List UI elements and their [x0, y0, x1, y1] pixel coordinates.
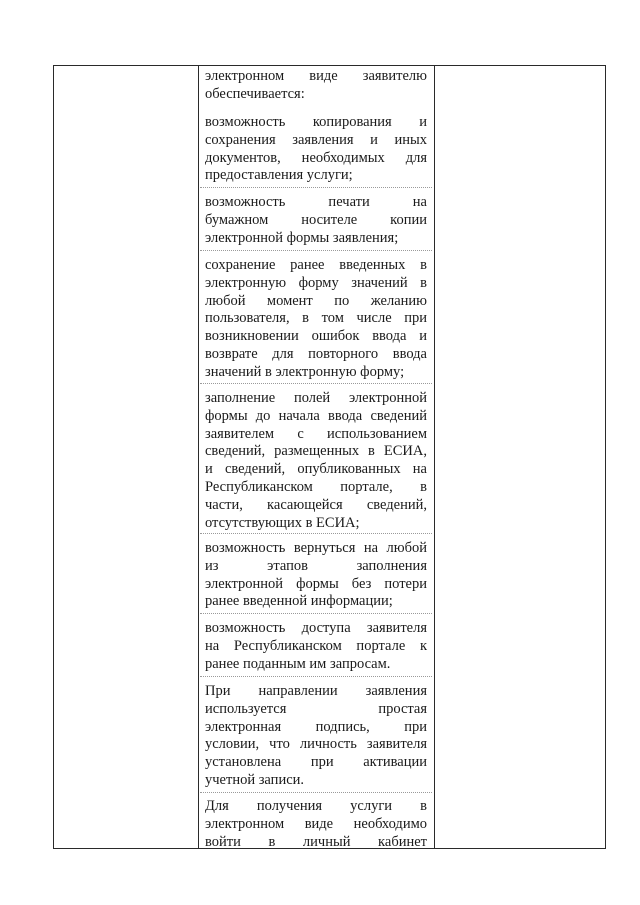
text-line: и сведений, опубликованных на	[205, 461, 427, 478]
text-line: сведений, размещенных в ЕСИА,	[205, 443, 427, 460]
column-divider-right	[434, 66, 435, 848]
text-line: бумажном носителе копии	[205, 211, 427, 228]
text-line: возможность вернуться на любой	[205, 540, 427, 556]
paragraph-divider	[200, 187, 432, 188]
text-line: учетной записи.	[205, 771, 305, 788]
text-line: электронной формы без потери	[205, 575, 427, 592]
text-line: обеспечивается:	[205, 85, 305, 102]
text-line: предоставления услуги;	[205, 167, 353, 184]
paragraph-1	[205, 68, 427, 104]
text-line: электронном виде необходимо	[205, 815, 427, 832]
text-line: заполнение полей электронной	[205, 390, 427, 406]
text-line: пользователя, в том числе при	[205, 310, 427, 327]
text-line: возврате для повторного ввода	[205, 345, 427, 362]
text-line: Республиканском портале, в	[205, 478, 427, 495]
text-line: установлена при активации	[205, 754, 427, 771]
text-line: заявителем с использованием	[205, 425, 427, 442]
text-line: части, касающейся сведений,	[205, 496, 427, 513]
paragraph-divider	[200, 383, 432, 384]
paragraph-divider	[200, 676, 432, 677]
text-line: ранее поданным им запросам.	[205, 655, 391, 672]
text-line: условии, что личность заявителя	[205, 736, 427, 753]
text-line: электронную форму значений в	[205, 274, 427, 291]
text-line: возможность печати на	[205, 194, 427, 210]
paragraph-divider	[200, 250, 432, 251]
text-line: войти в личный кабинет	[205, 833, 427, 848]
paragraph-8	[205, 683, 427, 790]
text-line: возможность доступа заявителя	[205, 620, 427, 636]
text-line: электронной формы заявления;	[205, 229, 399, 246]
paragraph-5	[205, 390, 427, 532]
text-line: сохранение ранее введенных в	[205, 257, 427, 273]
text-line: электронном виде заявителю	[205, 68, 427, 84]
text-line: При направлении заявления	[205, 683, 427, 699]
text-line: возможность копирования и	[205, 114, 427, 130]
paragraph-divider	[200, 533, 432, 534]
text-line: любой момент по желанию	[205, 292, 427, 309]
paragraph-9	[205, 798, 427, 848]
document-table	[53, 65, 606, 849]
text-line: ранее введенной информации;	[205, 593, 393, 610]
text-line: используется простая	[205, 700, 427, 717]
paragraph-divider	[200, 792, 432, 793]
text-line: формы до начала ввода сведений	[205, 407, 427, 424]
text-line: отсутствующих в ЕСИА;	[205, 514, 360, 531]
text-line: документов, необходимых для	[205, 149, 427, 166]
paragraph-7	[205, 620, 427, 673]
paragraph-2	[205, 114, 427, 185]
paragraph-6	[205, 540, 427, 611]
table-cell-content	[199, 66, 434, 848]
paragraph-4	[205, 257, 427, 382]
text-line: из этапов заполнения	[205, 557, 427, 574]
paragraph-divider	[200, 613, 432, 614]
text-line: сохранения заявления и иных	[205, 131, 427, 148]
text-line: Для получения услуги в	[205, 798, 427, 814]
text-line: возникновении ошибок ввода и	[205, 328, 427, 345]
paragraph-3	[205, 194, 427, 247]
text-line: электронная подпись, при	[205, 718, 427, 735]
text-line: значений в электронную форму;	[205, 363, 405, 380]
text-line: на Республиканском портале к	[205, 637, 427, 654]
